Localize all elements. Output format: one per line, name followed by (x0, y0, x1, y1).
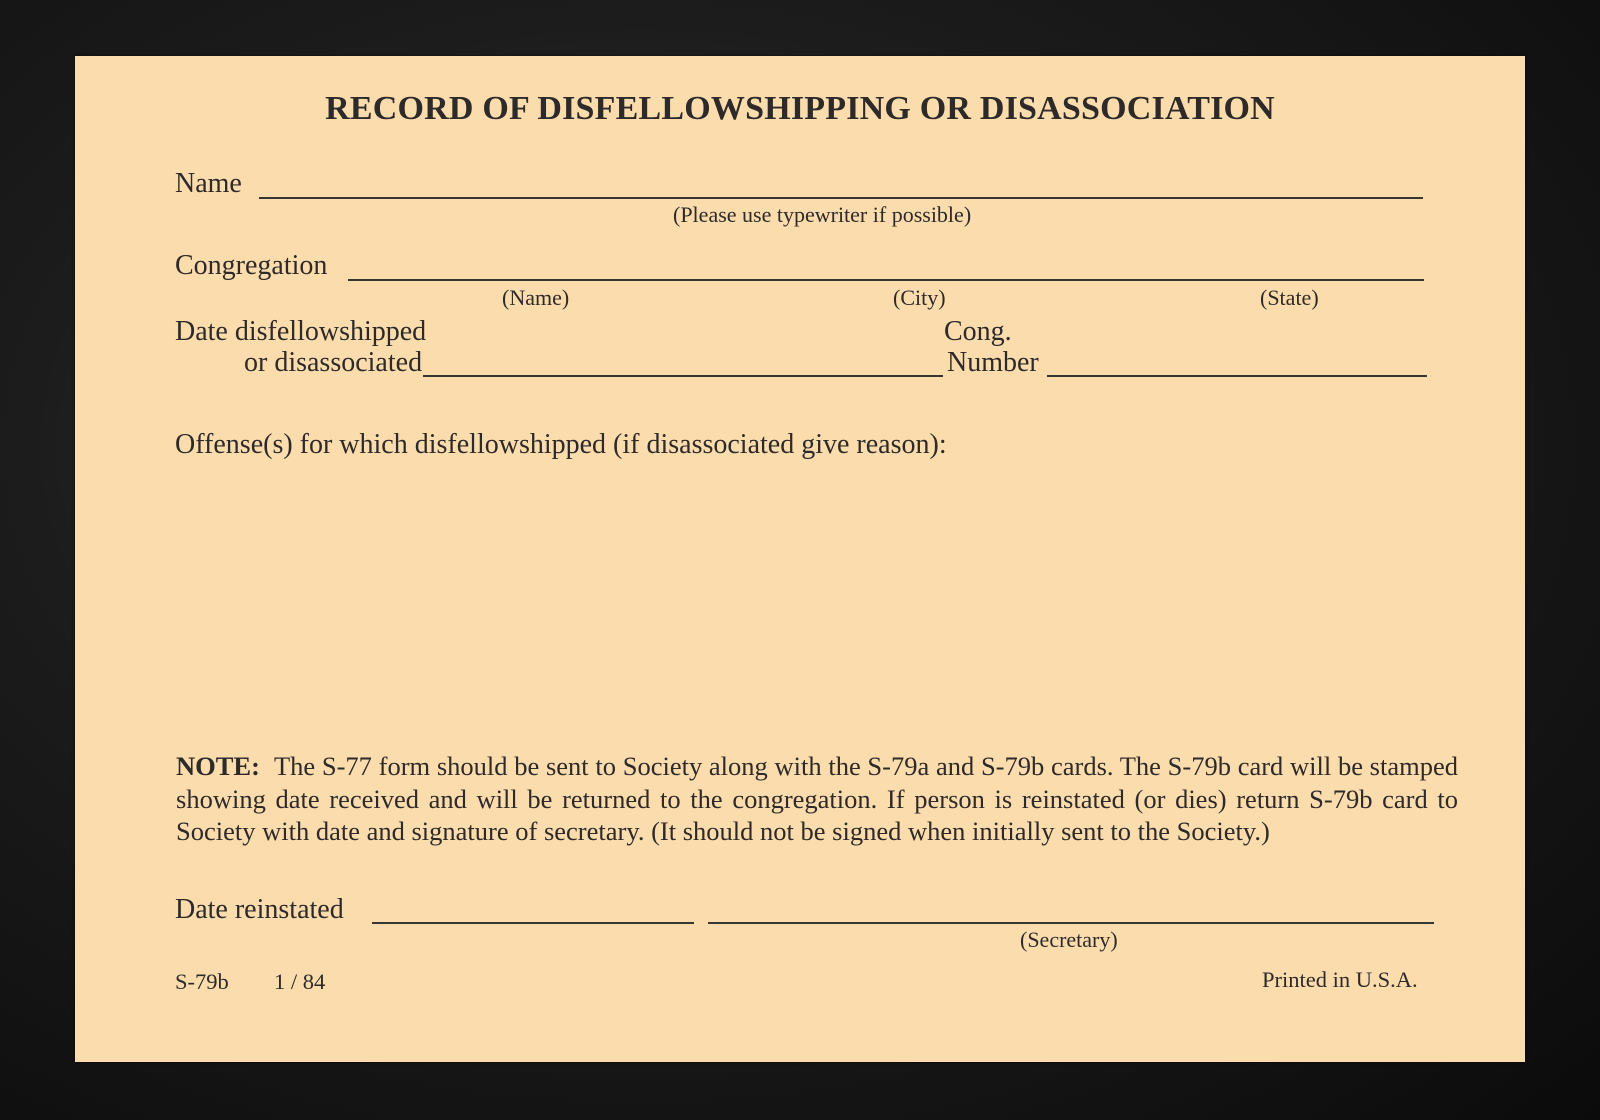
congregation-name-hint: (Name) (502, 285, 570, 310)
secretary-signature-line[interactable] (708, 922, 1434, 924)
congregation-city-hint: (City) (893, 285, 946, 310)
date-label-line2: or disassociated (244, 347, 423, 378)
congregation-field-line[interactable] (348, 279, 1424, 281)
name-label: Name (175, 168, 242, 199)
form-date: 1 / 84 (274, 969, 326, 994)
reinstated-date-line[interactable] (372, 922, 694, 924)
name-hint: (Please use typewriter if possible) (673, 202, 972, 227)
name-field-line[interactable] (259, 197, 1423, 199)
congregation-state-hint: (State) (1260, 285, 1319, 310)
form-code: S-79b (175, 969, 229, 994)
reinstated-label: Date reinstated (175, 894, 344, 925)
cong-number-label-line1: Cong. (944, 316, 1012, 347)
printed-in: Printed in U.S.A. (1262, 967, 1418, 992)
secretary-hint: (Secretary) (1020, 927, 1118, 952)
congregation-label: Congregation (175, 250, 328, 281)
note-text: The S-77 form should be sent to Society along with the S-79a and S-79b cards. The S-79b card will be stamped showing date received and will be returned to the congregation. If person is reinstated (or dies) return S-79b card to Society with date and signature of secretary. (It should not be signed when initially sent to the Society.) (176, 751, 1458, 846)
offense-label: Offense(s) for which disfellowshipped (if disassociated give reason): (175, 429, 947, 460)
date-field-line[interactable] (423, 375, 943, 377)
date-label-line1: Date disfellowshipped (175, 316, 427, 347)
cong-number-label-line2: Number (947, 347, 1039, 378)
form-title: RECORD OF DISFELLOWSHIPPING OR DISASSOCIATION (325, 90, 1275, 127)
form-card (75, 56, 1525, 1062)
note-heading: NOTE: (176, 751, 260, 781)
note-paragraph (176, 750, 1458, 848)
cong-number-field-line[interactable] (1047, 375, 1427, 377)
